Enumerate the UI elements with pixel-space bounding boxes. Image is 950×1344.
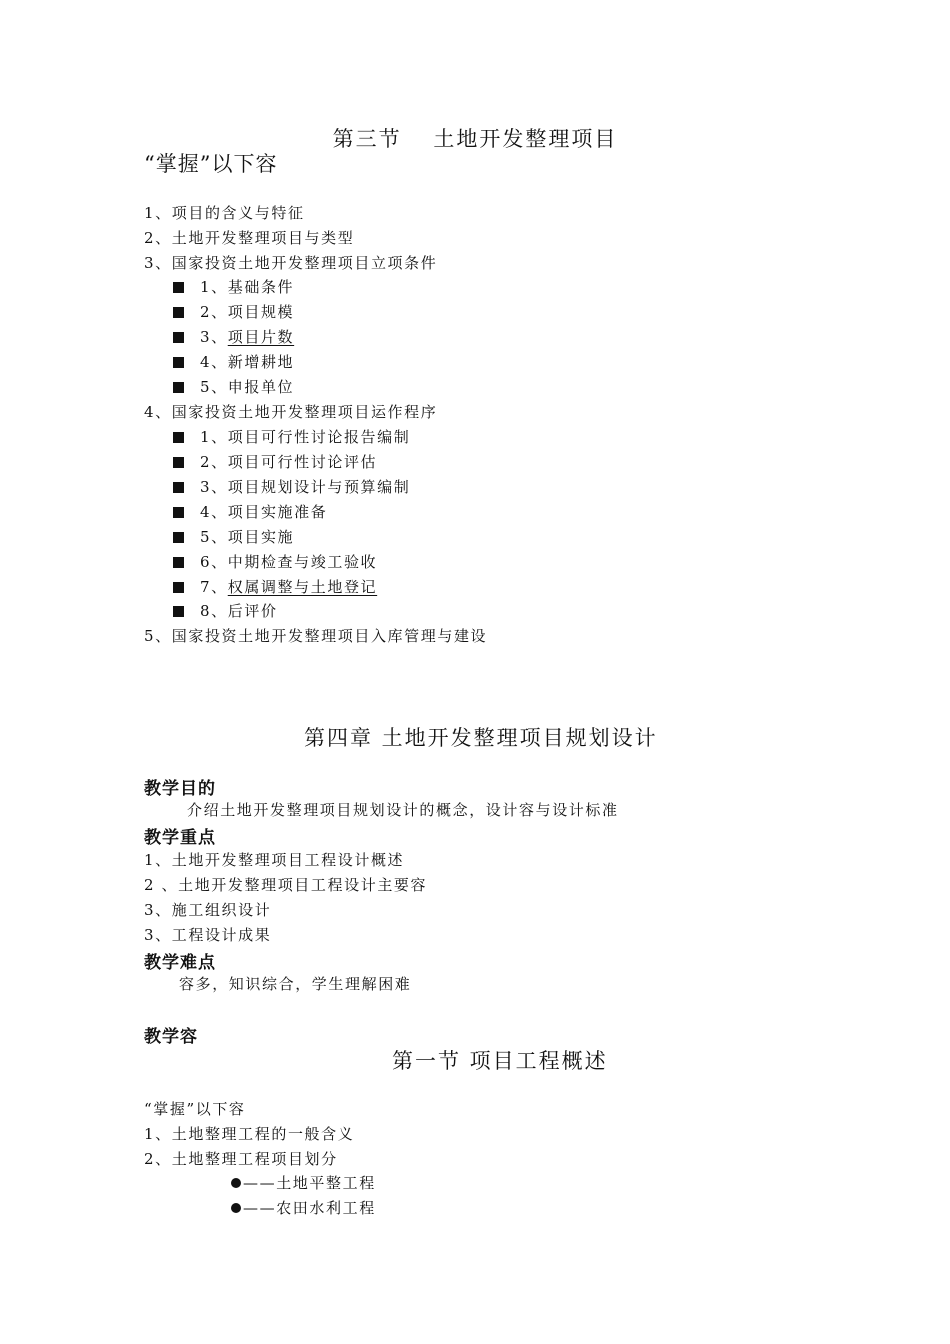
bullet-item-2: ——农田水利工程 [231,1197,376,1218]
square-bullet-icon [173,606,184,617]
square-bullet-icon [173,307,184,318]
sub3-item-2: 2、项目规模 [173,301,294,322]
bullet-item-1: ——土地平整工程 [231,1172,376,1193]
round-bullet-icon [231,1203,241,1213]
section3-item-4: 4、国家投资土地开发整理项目运作程序 [144,403,438,421]
underlined-text: 权属调整与土地登记 [227,578,378,596]
key-item-3: 3、施工组织设计 [144,901,272,919]
section3-master-heading: “掌握”以下容 [144,152,278,176]
sub4-item-8: 8、后评价 [173,600,278,621]
section1-title: 第一节 项目工程概述 [392,1049,608,1073]
underlined-text: 项目片数 [227,328,295,346]
section1-item-1: 1、土地整理工程的一般含义 [144,1125,355,1143]
square-bullet-icon [173,357,184,368]
sub4-item-7: 7、权属调整与土地登记 [173,576,377,597]
key-item-4: 3、工程设计成果 [144,926,272,944]
teaching-goal-text: 介绍土地开发整理项目规划设计的概念，设计容与设计标准 [187,801,619,819]
square-bullet-icon [173,332,184,343]
chapter4-title: 第四章 土地开发整理项目规划设计 [304,726,658,750]
teaching-difficulty-heading: 教学难点 [144,953,216,973]
square-bullet-icon [173,582,184,593]
section3-item-3: 3、国家投资土地开发整理项目立项条件 [144,254,438,272]
sub4-item-1: 1、项目可行性讨论报告编制 [173,426,410,447]
teaching-content-heading: 教学容 [144,1027,198,1047]
key-item-1: 1、土地开发整理项目工程设计概述 [144,851,405,869]
square-bullet-icon [173,482,184,493]
square-bullet-icon [173,432,184,443]
teaching-goal-heading: 教学目的 [144,779,216,799]
teaching-key-heading: 教学重点 [144,828,216,848]
sub4-item-4: 4、项目实施准备 [173,501,327,522]
key-item-2: 2 、土地开发整理项目工程设计主要容 [144,876,428,894]
sub4-item-5: 5、项目实施 [173,526,294,547]
section3-item-1: 1、项目的含义与特征 [144,204,305,222]
square-bullet-icon [173,382,184,393]
sub3-item-4: 4、新增耕地 [173,351,294,372]
section3-title: 第三节 土地开发整理项目 [332,127,618,151]
section3-item-5: 5、国家投资土地开发整理项目入库管理与建设 [144,627,488,645]
square-bullet-icon [173,507,184,518]
sub4-item-3: 3、项目规划设计与预算编制 [173,476,410,497]
square-bullet-icon [173,457,184,468]
teaching-difficulty-text: 容多，知识综合，学生理解困难 [179,975,412,993]
section3-item-2: 2、土地开发整理项目与类型 [144,229,355,247]
sub3-item-3: 3、项目片数 [173,326,294,347]
square-bullet-icon [173,282,184,293]
sub3-item-1: 1、基础条件 [173,276,294,297]
round-bullet-icon [231,1178,241,1188]
square-bullet-icon [173,532,184,543]
sub3-item-5: 5、申报单位 [173,376,294,397]
sub4-item-6: 6、中期检查与竣工验收 [173,551,377,572]
section1-master-heading: “掌握”以下容 [144,1100,246,1118]
section1-item-2: 2、土地整理工程项目划分 [144,1150,338,1168]
square-bullet-icon [173,557,184,568]
sub4-item-2: 2、项目可行性讨论评估 [173,451,377,472]
